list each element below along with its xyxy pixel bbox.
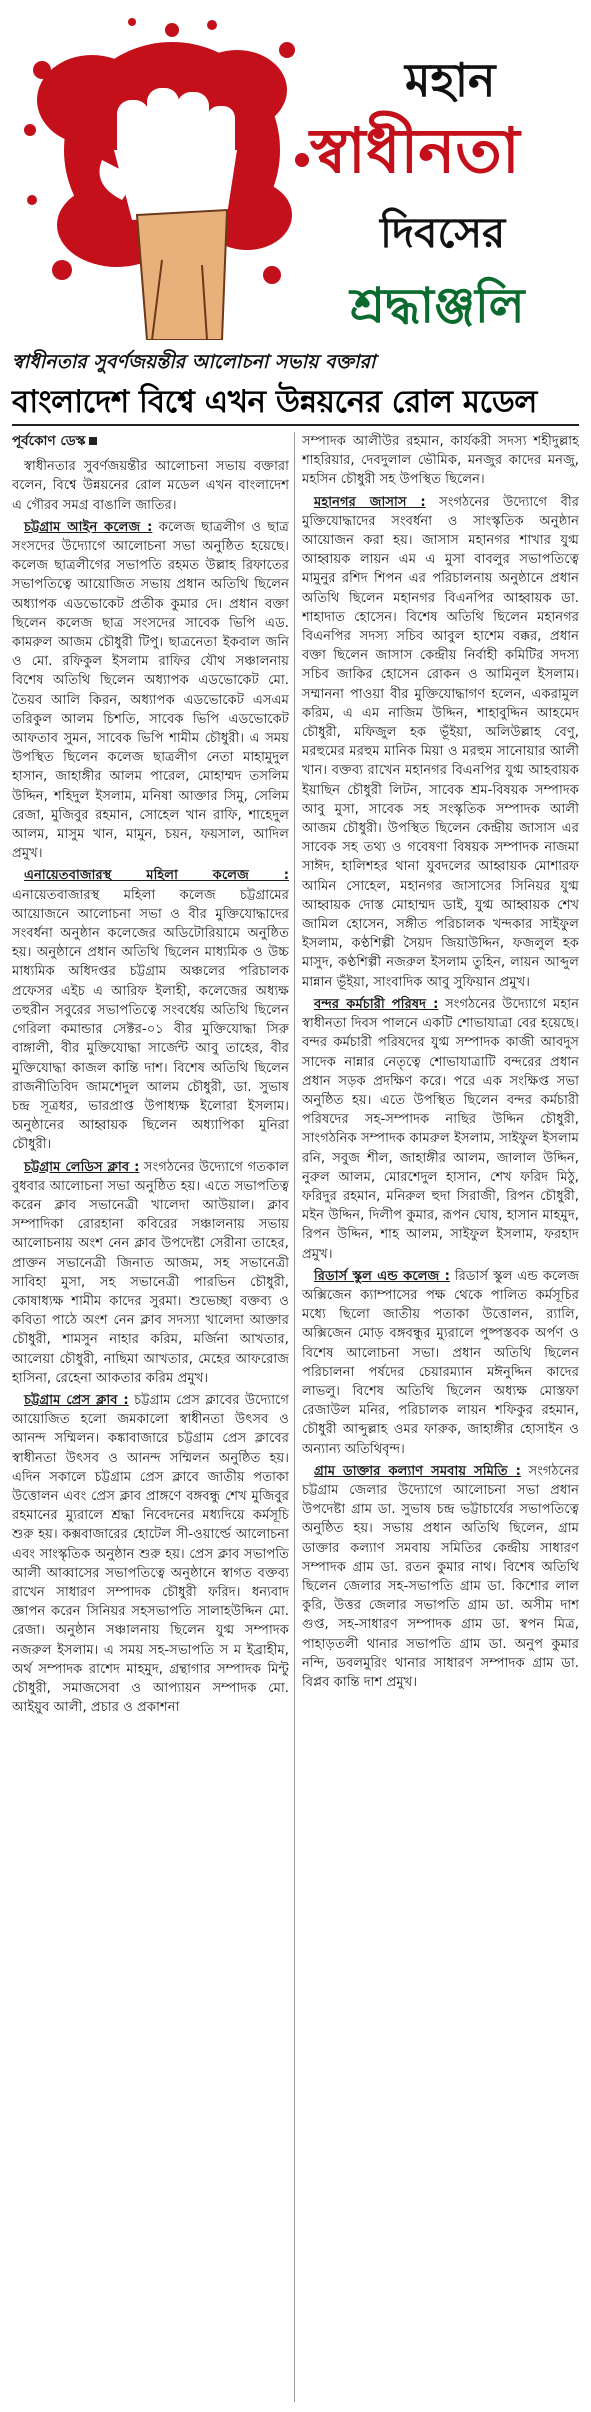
section-subhead: রিডার্স স্কুল এন্ড কলেজ : xyxy=(314,1268,450,1284)
section-subhead: মহানগর জাসাস : xyxy=(314,494,426,510)
banner-title-line3: দিবসের xyxy=(380,208,506,257)
raised-fist-illustration xyxy=(22,10,312,340)
banner-title-line4: শ্রদ্ধাঞ্জলি xyxy=(350,278,525,334)
paragraph-text: কলেজ ছাত্রলীগ ও ছাত্র সংসদের উদ্যোগে আলোচনা সভা অনুষ্ঠিত হয়েছে। কলেজ ছাত্রলীগের সভাপতি রহমত উল্লাহ রিফাতের সভাপতিত্বে আয়োজিত সভায় প্রধান অতিথি ছিলেন অধ্যাপক এডভোকেট প্রতীক কুমার দে। প্রধান বক্তা ছিলেন কলেজ ছাত্র সংসদের সাবেক ভিপি এড. কামরুল আজম চৌধুরী টিপু। ছাত্রনেতা ইকবাল জনি ও মো. রফিকুল ইসলাম রাফির যৌথ সঞ্চালনায় বিশেষ অতিথি ছিলেন অধ্যাপক এডভোকেট মো. তৈয়ব আলি কিরন, অধ্যাপক এডভোকেট এসএম তরিকুল আলম চিশতি, সাবেক ভিপি এডভোকেট আফতাব সুমন, সাবেক ভিপি শামীম চৌধুরী। এ সময় উপস্থিত ছিলেন কলেজ ছাত্রলীগ নেতা মাহামুদুল হাসান, জাহাঙ্গীর আলম পারেল, মোহাম্মদ তসলিম উদ্দিন, শহিদুল ইসলাম, মনিষা আক্তার সিমু, সেলিম রেজা, মুজিবুর রহমান, সোহেল খান রাফি, শাহেদুল আলম, মাসুম খান, মামুন, চয়ন, ফয়সাল, আদিল প্রমুখ। xyxy=(12,519,289,862)
headline: বাংলাদেশ বিশ্বে এখন উন্নয়নের রোল মডেল xyxy=(12,384,537,420)
paragraph-text: চট্টগ্রাম প্রেস ক্লাবের উদ্যোগে আয়োজিত হলো জমকালো স্বাধীনতা উৎসব ও আনন্দ সম্মিলন। কঙ্কাবাজারে চট্টগ্রাম প্রেস ক্লাবের স্বাধীনতা উৎসব ও আনন্দ সম্মিলন অনুষ্ঠিত হয়। এদিন সকালে চট্টগ্রাম প্রেস ক্লাবে জাতীয় পতাকা উত্তোলন এবং প্রেস ক্লাব প্রাঙ্গণে বঙ্গবন্ধু শেখ মুজিবুর রহমানের ম্যুরালে শ্রদ্ধা নিবেদনের মধ্যদিয়ে কর্মসূচি শুরু হয়। কক্সবাজারের হোটেল সী-ওয়ার্ল্ডে আলোচনা এবং সাংস্কৃতিক অনুষ্ঠান শুরু হয়। প্রেস ক্লাব সভাপতি আলী আব্বাসের সভাপতিত্বে অনুষ্ঠানে স্বাগত বক্তব্য রাখেন সাধারণ সম্পাদক চৌধুরী ফরিদ। ধন্যবাদ জ্ঞাপন করেন সিনিয়র সহসভাপতি সালাহউদ্দিন মো. রেজা। অনুষ্ঠান সঞ্চালনায় ছিলেন যুগ্ম সম্পাদক নজরুল ইসলাম। এ সময় সহ-সভাপতি স ম ইব্রাহীম, অর্থ সম্পাদক রাশেদ মাহমুদ, গ্রন্থাগার সম্পাদক মিন্টু চৌধুরী, সমাজসেবা ও আপ্যায়ন সম্পাদক মো. আইয়ুব আলী, প্রচার ও প্রকাশনা xyxy=(12,1392,289,1716)
article-paragraph xyxy=(12,518,289,864)
paragraph-text: সম্পাদক আলীউর রহমান, কার্যকরী সদস্য শহীদুল্লাহ শাহরিয়ার, দেবদুলাল ভৌমিক, মনজুর কাদের মনজু, মহসিন চৌধুরী সহ উপস্থিত ছিলেন। xyxy=(302,434,579,488)
article-paragraph xyxy=(302,1267,579,1459)
right-paragraphs xyxy=(302,432,579,1692)
paragraph-text: সংগঠনের চট্টগ্রাম জেলার উদ্যোগে আলোচনা সভা প্রধান উপদেষ্টা গ্রাম ডা. সুভাষ চন্দ্র ভট্টাচার্যের সভাপতিত্বে অনুষ্ঠিত হয়। সভায় প্রধান অতিথি ছিলেন, গ্রাম ডাক্তার কল্যাণ সমবায় সমিতির কেন্দ্রীয় সাধারণ সম্পাদক গ্রাম ডা. রতন কুমার নাথ। বিশেষ অতিথি ছিলেন জেলার সহ-সভাপতি গ্রাম ডা. কিশোর লাল কুরি, উত্তর জেলার সভাপতি গ্রাম ডা. অসীম দাশ গুপ্ত, সহ-সাধারণ সম্পাদক গ্রাম ডা. স্বপন মিত্র, পাহাড়তলী থানার সভাপতি গ্রাম ডা. অনুপ কুমার নন্দি, ডবলমুরিং থানার সাধারণ সম্পাদক গ্রাম ডা. বিপ্লব কান্তি দাশ প্রমুখ। xyxy=(302,1463,579,1690)
article-paragraph xyxy=(302,432,579,490)
section-subhead: চট্টগ্রাম আইন কলেজ : xyxy=(24,519,153,535)
paragraph-text: রিডার্স স্কুল এন্ড কলেজ অক্সিজেন ক্যাম্পাসের পক্ষ থেকে পালিত কর্মসূচির মধ্যে ছিলো জাতীয় পতাকা উত্তোলন, র‍্যালি, অক্সিজেন মোড় বঙ্গবন্ধুর ম্যুরালে পুষ্পস্তবক অর্পণ ও বিশেষ আলোচনা সভা। প্রধান অতিথি ছিলেন পরিচালনা পর্ষদের চেয়ারম্যান মঈনুদ্দিন কাদের লাভলু। বিশেষ অতিথি ছিলেন অধ্যক্ষ মোস্তফা রেজাউল মনির, পরিচালক লায়ন শফিকুর রহমান, চৌধুরী আব্দুল্লাহ ওমর ফারুক, জাহাঙ্গীর হোসাইন ও অন্যান্য অতিথিবৃন্দ। xyxy=(302,1268,579,1457)
section-subhead: চট্টগ্রাম লেডিস ক্লাব : xyxy=(24,1159,140,1175)
article-paragraph xyxy=(302,995,579,1264)
left-paragraphs xyxy=(12,457,289,1717)
article-paragraph xyxy=(12,1158,289,1388)
section-subhead: বন্দর কর্মচারী পরিষদ : xyxy=(314,996,439,1012)
section-subhead: এনায়েতবাজারস্থ মহিলা কলেজ : xyxy=(24,868,289,884)
kicker: স্বাধীনতার সুবর্ণজয়ন্তীর আলোচনা সভায় বক্তারা xyxy=(12,351,376,373)
column-divider xyxy=(294,432,295,2402)
arm xyxy=(137,210,227,340)
article-paragraph xyxy=(12,1391,289,1717)
byline xyxy=(12,432,289,451)
byline-square-icon xyxy=(89,437,97,445)
paragraph-text: সংগঠনের উদ্যোগে গতকাল বুধবার আলোচনা সভা অনুষ্ঠিত হয়। এতে সভাপতিত্ব করেন ক্লাব সভানেত্রী খালেদা আউয়াল। ক্লাব সম্পাদিকা রোরহানা কবিরের সঞ্চালনায় সভায় আলোচনায় অংশ নেন ক্লাব উপদেষ্টা সেরীনা তাহের, প্রাক্তন সভানেত্রী জিনাত আজম, সহ সভানেত্রী সাবিহা মুসা, সহ সভানেত্রী পারভিন চৌধুরী, কোষাধ্যক্ষ শামীম কাদের সুরমা। শুভেচ্ছা বক্তব্য ও কবিতা পাঠে অংশ নেন ক্লাব সদস্যা খালেদা আক্তার চৌধুরী, শামসুন নাহার করিম, মর্জিনা আখতার, আলেয়া চৌধুরী, নাছিমা আখতার, মেহের আফরোজ হাসিনা, রেহেনা আকতার করিম প্রমুখ। xyxy=(12,1159,289,1386)
section-subhead: গ্রাম ডাক্তার কল্যাণ সমবায় সমিতি : xyxy=(314,1463,521,1479)
article-paragraph xyxy=(12,866,289,1154)
banner-title-line1: মহান xyxy=(405,53,496,107)
article-paragraph xyxy=(12,457,289,515)
left-column xyxy=(12,432,289,2407)
banner-title-line2: স্বাধীনতা xyxy=(310,114,520,187)
paragraph-text: এনায়েতবাজারস্থ মহিলা কলেজ চট্টগ্রামের আয়োজনে আলোচনা সভা ও বীর মুক্তিযোদ্ধাদের সংবর্ধনা অনুষ্ঠান কলেজের অডিটোরিয়ামে অনুষ্ঠিত হয়। অনুষ্ঠানে প্রধান অতিথি ছিলেন মাধ্যমিক ও উচ্চ মাধ্যমিক অধিদপ্তর চট্টগ্রাম অঞ্চলের পরিচালক প্রফেসর এইচ এ আরিফ ইলাহী, কলেজের অধ্যক্ষ তহুরীন সবুরের সভাপতিত্বে সংবর্ধেয় অতিথি ছিলেন গেরিলা কমান্ডার সেক্টর-০১ বীর মুক্তিযোদ্ধা সিরু বাঙ্গালী, বীর মুক্তিযোদ্ধা সার্জেন্ট আবু তাহের, বীর মুক্তিযোদ্ধা কাজল কান্তি দাশ। বিশেষ অতিথি ছিলেন রাজনীতিবিদ জামশেদুল আলম চৌধুরী, ডা. সুভাষ চন্দ্র সূত্রধর, ভারপ্রাপ্ত উপাধ্যক্ষ ইলোরা ইসলাম। অনুষ্ঠানের আহ্বায়ক ছিলেন অধ্যাপিকা মুনিরা চৌধুরী। xyxy=(12,887,289,1153)
article-paragraph xyxy=(302,1462,579,1692)
right-column xyxy=(302,432,579,2407)
banner xyxy=(0,0,591,345)
headline-rule xyxy=(12,424,579,426)
section-subhead: চট্টগ্রাম প্রেস ক্লাব : xyxy=(24,1392,129,1408)
banner-title xyxy=(310,40,580,340)
paragraph-text: সংগঠনের উদ্যোগে বীর মুক্তিযোদ্ধাদের সংবর্ধনা ও সাংস্কৃতিক অনুষ্ঠান আয়োজন করা হয়। জাসাস মহানগর শাখার যুগ্ম আহ্বায়ক লায়ন এম এ মুসা বাবলুর সভাপতিত্বে মামুনুর রশিদ শিপন এর পরিচালনায় অনুষ্ঠানে প্রধান অতিথি ছিলেন মহানগর বিএনপির আহ্বায়ক ডা. শাহাদাত হোসেন। বিশেষ অতিথি ছিলেন মহানগর বিএনপির সদস্য সচিব আবুল হাশেম বক্কর, প্রধান বক্তা ছিলেন জাসাস কেন্দ্রীয় নির্বাহী কমিটির সদস্য সচিব জাকির হোসেন রোকন ও আমিনুল ইসলাম। সম্মাননা পাওয়া বীর মুক্তিযোদ্ধাগণ হলেন, একরামুল করিম, এ এম নাজিম উদ্দিন, শাহাবুদ্দিন আহমেদ চৌধুরী, মফিজুল হক ভূঁইয়া, অলিউল্লাহ বেণু, মরহুমের মরহুম মানিক মিয়া ও মরহুম সানোয়ার আলী খান। বক্তব্য রাখেন মহানগর বিএনপির যুগ্ম আহবায়ক ইয়াছিন চৌধুরী লিটন, সাবেক শ্রম-বিষয়ক সম্পাদক আবু মুসা, সাবেক সহ সংস্কৃতিক সম্পাদক আলী আজম চৌধুরী। উপস্থিত ছিলেন কেন্দ্রীয় জাসাস এর সাবেক সহ তথ্য ও গবেষণা বিষয়ক সম্পাদক নাজমা সাঈদ, হালিশহর থানা যুবদলের আহ্বায়ক মোশারফ আমিন সোহেল, মহানগর জাসাসের সিনিয়র যুগ্ম আহ্বায়ক দোস্ত মোহাম্মদ ডাই, যুগ্ম আহ্বায়ক শেখ জামিল হোসেন, সঙ্গীত পরিচালক খন্দকার সাইফুল ইসলাম, কণ্ঠশিল্পী সৈয়দ জিয়াউদ্দিন, ফজলুল হক মাসুদ, কণ্ঠশিল্পী নজরুল ইসলাম তুহিন, লায়ন আব্দুল মান্নান ভূঁইয়া, সাংবাদিক আবু সুফিয়ান প্রমুখ। xyxy=(302,494,579,990)
paragraph-text: স্বাধীনতার সুবর্ণজয়ন্তীর আলোচনা সভায় বক্তারা বলেন, বিশ্বে উন্নয়নের রোল মডেল এখন বাংলাদেশ এ গৌরব সমগ্র বাঙালি জাতির। xyxy=(12,459,289,513)
article-paragraph xyxy=(302,493,579,992)
paragraph-text: সংগঠনের উদ্যোগে মহান স্বাধীনতা দিবস পালনে একটি শোভাযাত্রা বের হয়েছে। বন্দর কর্মচারী পরিষদের যুগ্ম সম্পাদক কাজী আবদুস সাদেক নান্নার নেতৃত্বে শোভাযাত্রাটি বন্দরের প্রধান প্রধান সড়ক প্রদক্ষিণ করে। পরে এক সংক্ষিপ্ত সভা অনুষ্ঠিত হয়। এতে উপস্থিত ছিলেন বন্দর কর্মচারী পরিষদের সহ-সম্পাদক নাছির উদ্দিন চৌধুরী, সাংগঠনিক সম্পাদক কামরুল ইসলাম, সাইফুল ইসলাম রনি, সবুজ শীল, জাহাঙ্গীর আলম, জালাল উদ্দিন, নুরুল আলম, মোরশেদুল হাসান, শেখ ফরিদ মিঠু, ফরিদুর রহমান, মনিরুল হুদা সিরাজী, রিপন চৌধুরী, মইন উদ্দিন, দিলীপ কুমার, রূপন ঘোষ, হাসান মাহমুদ, রিপন উদ্দিন, শাহ আলম, সাইফুল ইসলাম, ফরহাদ প্রমুখ। xyxy=(302,996,579,1262)
byline-text: পূর্বকোণ ডেস্ক xyxy=(12,433,86,449)
